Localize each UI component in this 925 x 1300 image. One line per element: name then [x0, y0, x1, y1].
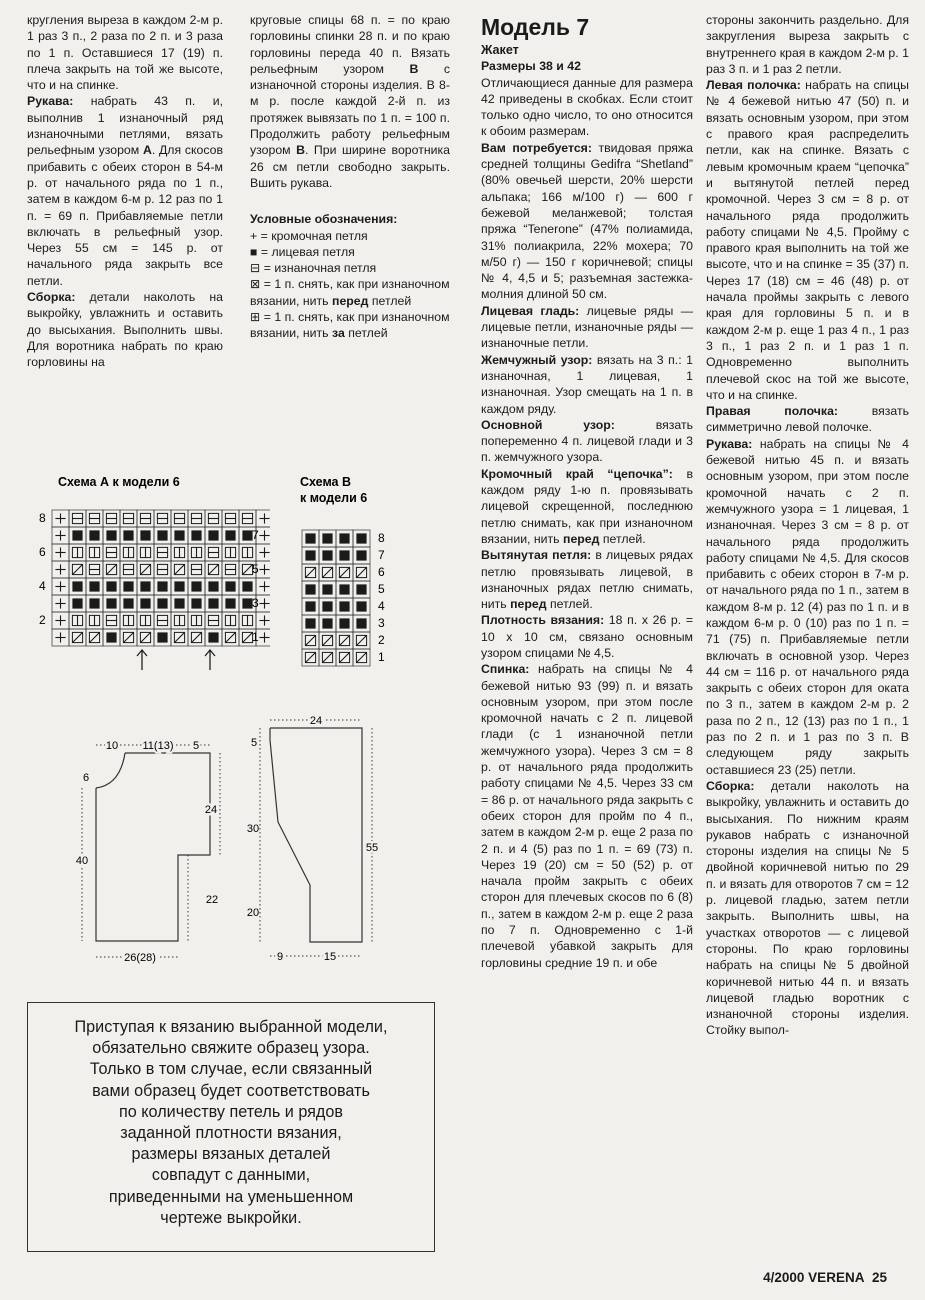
paragraph-pulled-loop [481, 547, 693, 612]
chart-cell [319, 649, 336, 666]
chart-b [290, 470, 410, 680]
pattern-b-ref-1: В [409, 61, 419, 76]
legend-title: Условные обозначения: [250, 212, 398, 227]
chart-cell [154, 510, 171, 527]
chart-cell [103, 561, 120, 578]
chart-cell [171, 629, 188, 646]
text-back: набрать на спицы № 4 бежевой нитью 93 (99) п. и вязать основным узором, при этом после кромочной начать с 2 п. лицевой глади (с 1 изнаночной петли жемчужного узора). Через 3 см = 8 р. от начального ряда продолжить работу спицами № 4,5. Через 33 см = 86 р. от начального ряда закрыть с обеих сторон для пройм по 4 п., затем в каждом 2-м р. еще 2 раза по 2 п. и 4 (5) раз по 1 п. = 69 (73) п. Через 19 (20) см = 50 (52) р. от начала пройм закрыть с обеих сторон для плечевых скосов по 6 (8) п., затем в каждом 2-м р. еще 2 раза по 7 п. Одновременно с 1-й плечевой убавкой закрыть для горловины средние 19 п. и обе [481, 662, 693, 970]
chart-cell [222, 629, 239, 646]
chart-cell [188, 612, 205, 629]
note-line: чертеже выкройки. [160, 1208, 302, 1227]
chart-cell [302, 615, 319, 632]
chart-cell [319, 632, 336, 649]
note-line: совпадут с данными, [151, 1166, 311, 1185]
text-collar-3: . При ширине воротника 26 см петли свободно закрыть. Вшить рукава. [250, 143, 450, 190]
pattern-a-ref: А [142, 143, 152, 158]
label-pulled-loop: Вытянутая петля: [481, 548, 592, 563]
chart-cell [171, 595, 188, 612]
paragraph-sleeves [27, 93, 223, 289]
legend-item-slip-front [250, 276, 450, 309]
chart-cell [120, 629, 137, 646]
dim-label: 20 [246, 907, 260, 919]
dim-label: 24 [309, 715, 323, 727]
chart-cell [86, 544, 103, 561]
chart-a-grid [52, 510, 270, 646]
legend-bold: перед [332, 293, 369, 308]
chart-cell [205, 510, 222, 527]
chart-a-arrows [137, 650, 215, 670]
chart-cell [86, 595, 103, 612]
chart-cell [69, 578, 86, 595]
paragraph-back [481, 661, 693, 971]
chart-cell [188, 561, 205, 578]
gauge-note-box [27, 1002, 435, 1252]
sizes-heading: Размеры 38 и 42 [481, 59, 581, 74]
note-line: вами образец будет соответствовать [92, 1081, 370, 1100]
text-edge-2: петлей. [599, 531, 646, 546]
chart-cell [137, 561, 154, 578]
chart-cell [120, 544, 137, 561]
legend-tail: петлей [344, 326, 388, 341]
chart-cell [171, 561, 188, 578]
dim-label: 5 [192, 740, 200, 752]
legend-item-slip-back [250, 309, 450, 342]
row-number: 2 [378, 633, 385, 647]
chart-cell [239, 544, 256, 561]
chart-cell [205, 544, 222, 561]
row-number: 4 [39, 579, 46, 593]
legend-text: + = кромочная петля [250, 228, 368, 243]
chart-cell [256, 612, 270, 629]
paragraph-gauge [481, 612, 693, 661]
chart-cell [239, 578, 256, 595]
chart-cell [120, 595, 137, 612]
chart-cell [239, 612, 256, 629]
row-number: 7 [252, 528, 259, 542]
legend-text: ■ = лицевая петля [250, 244, 355, 259]
chart-cell [137, 578, 154, 595]
label-edge: Кромочный край “цепочка”: [481, 466, 673, 481]
paragraph-collar [250, 12, 450, 191]
chart-cell [353, 649, 370, 666]
chart-cell [86, 612, 103, 629]
chart-cell [120, 561, 137, 578]
chart-cell [319, 564, 336, 581]
paragraph-sizes: Отличающиеся данные для размера 42 приведены в скобках. Если стоит только одно число, то оно относится к обоим размерам. [481, 75, 693, 139]
pattern-b-ref-2: В [296, 143, 306, 158]
chart-cell [256, 510, 270, 527]
chart-cell [52, 527, 69, 544]
chart-cell [353, 547, 370, 564]
chart-cell [336, 598, 353, 615]
chart-cell [69, 544, 86, 561]
text-pulled-loop-2: петлей. [546, 597, 593, 612]
paragraph-main-pattern [481, 417, 693, 466]
note-line: Только в том случае, если связанный [89, 1060, 373, 1079]
note-line: заданной плотности вязания, [120, 1124, 342, 1143]
row-number: 4 [378, 599, 385, 613]
chart-cell [188, 578, 205, 595]
chart-a [30, 470, 270, 680]
dim-label: 6 [82, 772, 90, 784]
dim-label: 55 [365, 842, 379, 854]
text-column-2 [250, 12, 450, 342]
pattern-sleeve-piece [240, 710, 390, 975]
paragraph-right-front [706, 403, 909, 436]
text-left-front: набрать на спицы № 4 бежевой нитью 47 (50) п. и вязать основным узором, при этом с правого края распределить петли, как на спинке. Вязать с левым кромочным краем “цепочка” и вытянутой петлей перед кромочной. Через 3 см = 8 р. от начального ряда продолжить работу спицами № 4,5. Пройму с правого края выполнить на той же высоте, что и на спинке = 35 (37) п. Через 17 (18) см = 46 (48) р. от начала проймы закрыть с левого края для горловины 5 п. и в каждом 2-м р. еще 1 раз 4 п., 1 раз 3 п., 1 раз 2 п. и 1 раз 1 п. Одновременно выполнить плечевой скос на той же высоте, что и на спинке. [706, 78, 909, 402]
chart-cell [103, 510, 120, 527]
dim-label: 11(13) [142, 740, 174, 752]
dim-label: 40 [75, 855, 89, 867]
chart-b-grid [302, 530, 370, 666]
note-line: Приступая к вязанию выбранной модели, [74, 1018, 388, 1036]
paragraph-stockinette [481, 303, 693, 352]
chart-cell [171, 544, 188, 561]
chart-cell [154, 612, 171, 629]
dim-label: 22 [205, 894, 219, 906]
chart-b-title-1: Схема В [300, 475, 351, 489]
chart-cell [154, 629, 171, 646]
text-column-1 [27, 12, 223, 371]
chart-cell [137, 629, 154, 646]
chart-cell [336, 632, 353, 649]
chart-cell [336, 564, 353, 581]
dim-label: 26(28) [124, 952, 156, 964]
chart-cell [302, 632, 319, 649]
legend-text: ⊟ = изнаночная петля [250, 261, 377, 276]
chart-cell [336, 547, 353, 564]
chart-b-title-2: к модели 6 [300, 491, 368, 505]
chart-cell [137, 510, 154, 527]
row-number: 5 [252, 562, 259, 576]
row-number: 6 [39, 545, 46, 559]
label-gauge: Плотность вязания: [481, 613, 605, 628]
chart-cell [353, 632, 370, 649]
chart-cell [205, 578, 222, 595]
legend-tail: петлей [368, 293, 412, 308]
chart-cell [188, 544, 205, 561]
chart-cell [302, 649, 319, 666]
chart-cell [171, 578, 188, 595]
chart-cell [222, 561, 239, 578]
chart-cell [69, 527, 86, 544]
paragraph-left-front [706, 77, 909, 403]
label-assembly: Сборка: [27, 290, 76, 305]
chart-cell [205, 561, 222, 578]
label-pearl: Жемчужный узор: [481, 352, 593, 367]
model-title: Модель 7 [481, 14, 590, 40]
text-pearl: вязать на 3 п.: 1 изнаночная, 1 лицевая, 1 изнаночная. Узор смещать на 1 п. в каждом ряду. [481, 352, 693, 416]
chart-a-row-numbers-left [39, 511, 46, 627]
chart-cell [69, 561, 86, 578]
legend-item-purl [250, 260, 450, 276]
text-assembly: детали наколоть на выкройку, увлажнить и оставить до высыхания. Выполнить швы. Для воротника набрать по краю горловины на [27, 290, 223, 370]
chart-cell [69, 612, 86, 629]
chart-cell [103, 578, 120, 595]
label-left-front: Левая полочка: [706, 78, 801, 93]
sizes-label [481, 58, 693, 74]
chart-cell [319, 598, 336, 615]
text-column-3 [481, 12, 693, 971]
legend-bold: за [332, 326, 345, 341]
label-sleeves: Рукава: [27, 94, 74, 109]
piece-outline [96, 753, 210, 941]
piece-outline [270, 728, 362, 942]
paragraph-assembly-7 [706, 778, 909, 1039]
chart-cell [137, 612, 154, 629]
chart-cell [336, 530, 353, 547]
chart-cell [103, 595, 120, 612]
label-main-pattern: Основной узор: [481, 417, 615, 432]
chart-cell [154, 595, 171, 612]
chart-cell [222, 595, 239, 612]
chart-cell [302, 581, 319, 598]
chart-cell [103, 612, 120, 629]
chart-cell [103, 544, 120, 561]
chart-cell [52, 578, 69, 595]
label-materials: Вам потребуется: [481, 140, 592, 155]
legend-text: ⊠ = 1 п. снять, как при изнаночном вязании, нить [250, 277, 450, 308]
text-collar-1: круговые спицы 68 п. = по краю горловины спинки 28 п. и по краю горловины переда 40 п. Вязать рельефным узором [250, 13, 450, 76]
dim-label: 10 [105, 740, 119, 752]
row-number: 8 [39, 511, 46, 525]
chart-cell [222, 612, 239, 629]
dim-label: 30 [246, 823, 260, 835]
page-number: 25 [871, 1270, 887, 1285]
text-sleeves-2: . Для скосов прибавить с обеих сторон в 54-м р. от начального ряда по 1 п., затем в каждом 6-м р. 12 раз по 1 п. = 69 п. Прибавляемые петли включать в рельефный узор. Через 55 см = 145 р. от начального ряда закрыть все петли. [27, 143, 223, 288]
chart-cell [86, 629, 103, 646]
label-stockinette: Лицевая гладь: [481, 303, 580, 318]
text-pulled-loop: в лицевых рядах петлю провязывать лицевой, в изнаночных рядах петлю снимать, нить [481, 548, 693, 612]
neckline-curve [96, 753, 125, 788]
chart-cell [188, 595, 205, 612]
pulled-bold: перед [510, 597, 547, 612]
chart-cell [86, 561, 103, 578]
chart-cell [188, 510, 205, 527]
dim-label: 15 [323, 951, 337, 963]
chart-cell [137, 527, 154, 544]
chart-cell [103, 629, 120, 646]
text-materials: твидовая пряжа средней толщины Gedifra “Shetland” (80% овечьей шерсти, 20% шерсти альпака; 166 м/100 г) — 600 г бежевой меланжевой; толстая пряжа “Tenerone” (47% полиамида, 31% полиакрила, 22% мохера; 70 м/50 г) — 150 г коричневой; спицы № 4, 4,5 и 5; разъемная застежка-молния длиной 50 см. [481, 140, 693, 302]
chart-cell [205, 612, 222, 629]
chart-cell [120, 578, 137, 595]
text-sleeves: набрать 43 п. и, выполнив 1 изнаночный ряд изнаночными петлями, вязать рельефным узором [27, 94, 223, 158]
text-column-4 [706, 12, 909, 1039]
note-line: размеры вязаных деталей [131, 1145, 331, 1164]
chart-cell [302, 530, 319, 547]
legend-item-knit [250, 244, 450, 260]
chart-cell [302, 564, 319, 581]
chart-cell [154, 544, 171, 561]
chart-cell [353, 581, 370, 598]
chart-cell [69, 595, 86, 612]
chart-cell [154, 561, 171, 578]
legend-text: ⊞ = 1 п. снять, как при изнаночном вязании, нить [250, 310, 450, 341]
chart-a-row-numbers-right [252, 528, 259, 644]
row-number: 3 [378, 616, 385, 630]
chart-cell [69, 629, 86, 646]
chart-cell [353, 615, 370, 632]
chart-cell [319, 547, 336, 564]
chart-cell [353, 564, 370, 581]
chart-cell [336, 581, 353, 598]
chart-cell [86, 578, 103, 595]
text-sleeves-7: набрать на спицы № 4 бежевой нитью 45 п. и вязать основным узором, при этом после кромочной начать с 2 п. жемчужного узора = 1 лицевая, 1 изнаночная. Через 3 см = 8 р. от начального ряда продолжить работу спицами № 4,5. Для скосов прибавить с обеих сторон в 7-м р. от начального ряда по 1 п., затем в каждом 8-м р. 12 (4) раз по 1 п. и в каждом 6-м р. 0 (10) раз по 1 п. = 71 (75) п. Прибавляемые петли включать в основной узор. Через 44 см = 116 р. от начального ряда закрыть с обеих сторон для оката по 3 п., затем в каждом 2-м р. 2 раза по 2 п., 12 (13) раз по 1 п., 1 раз по 2 п. и 1 раз по 3 п. В следующем ряду закрыть оставшиеся 23 (25) петли. [706, 436, 909, 777]
chart-cell [319, 615, 336, 632]
label-right-front: Правая полочка: [706, 404, 839, 419]
note-line: обязательно свяжите образец узора. [92, 1039, 370, 1058]
text-main-pattern: вязать попеременно 4 п. лицевой глади и 3 п. жемчужного узора. [481, 417, 694, 465]
chart-cell [222, 527, 239, 544]
chart-cell [171, 612, 188, 629]
chart-cell [137, 544, 154, 561]
row-number: 8 [378, 531, 385, 545]
chart-cell [353, 530, 370, 547]
chart-cell [69, 510, 86, 527]
chart-cell [52, 595, 69, 612]
chart-cell [222, 578, 239, 595]
text-gauge: 18 п. x 26 р. = 10 x 10 см, связано основным узором спицами № 4,5. [481, 613, 693, 660]
chart-cell [171, 510, 188, 527]
row-number: 5 [378, 582, 385, 596]
chart-cell [353, 598, 370, 615]
legend [250, 211, 450, 341]
text-stockinette: лицевые ряды — лицевые петли, изнаночные ряды — изнаночные петли. [481, 303, 693, 351]
paragraph-sleeves-7 [706, 436, 909, 778]
text-assembly-7: детали наколоть на выкройку, увлажнить и оставить до высыхания. По нижним краям рукавов набрать с изнаночной стороны изделия на спицы № 5 двойной коричневой нитью по 29 п. и вязать для отворотов 7 см = 12 р. лицевой гладью, затем петли закрыть. Выполнить швы, на участках отворотов — с лицевой стороны. По краю горловины набрать на спицы № 5 двойной коричневой нитью 44 п. и вязать лицевой гладью воротник с изнаночной стороны изделия. Стойку выпол- [706, 778, 909, 1038]
dim-label: 5 [250, 737, 258, 749]
row-number: 7 [378, 548, 385, 562]
chart-a-title: Схема А к модели 6 [58, 475, 180, 489]
chart-cell [52, 544, 69, 561]
chart-b-row-numbers [378, 531, 385, 664]
dim-label: 9 [276, 951, 284, 963]
chart-cell [188, 629, 205, 646]
chart-cell [188, 527, 205, 544]
chart-cell [52, 629, 69, 646]
chart-cell [222, 544, 239, 561]
chart-cell [120, 527, 137, 544]
chart-cell [120, 510, 137, 527]
paragraph-pearl [481, 352, 693, 417]
row-number: 6 [378, 565, 385, 579]
paragraph-edge [481, 466, 693, 547]
label-assembly-7: Сборка: [706, 778, 755, 793]
chart-cell [319, 530, 336, 547]
paragraph-neckline-end: кругления выреза в каждом 2-м р. 1 раз 3 п., 2 раза по 2 п. и 3 раза по 1 п. Оставшиеся 17 (19) п. плеча закрыть на той же высоте, что и на спинке. [27, 13, 223, 93]
chart-cell [171, 527, 188, 544]
pattern-front-piece [70, 735, 240, 975]
chart-cell [222, 510, 239, 527]
chart-cell [205, 629, 222, 646]
chart-cell [120, 612, 137, 629]
paragraph-materials [481, 140, 693, 303]
text-edge: в каждом ряду 1-ю п. провязывать лицевой скрещенной, последнюю петлю снимать, как при изнаночном вязании, нить [481, 466, 693, 546]
paragraph-neck-finish: стороны закончить раздельно. Для закругления выреза закрыть с внутреннего края в каждом 2-м р. 1 раз 3 п. и 1 раз 2 петли. [706, 13, 909, 76]
chart-cell [239, 510, 256, 527]
chart-cell [336, 615, 353, 632]
text-right-front: вязать симметрично левой полочке. [706, 404, 910, 435]
chart-cell [302, 598, 319, 615]
row-number: 2 [39, 613, 46, 627]
note-line: по количеству петель и рядов [119, 1102, 343, 1121]
issue-label: 4/2000 VERENA [763, 1270, 865, 1285]
row-number: 1 [378, 650, 385, 664]
chart-cell [256, 578, 270, 595]
note-line: приведенными на уменьшенном [108, 1187, 354, 1206]
model-subtitle: Жакет [481, 43, 519, 57]
chart-cell [336, 649, 353, 666]
chart-cell [137, 595, 154, 612]
chart-cell [319, 581, 336, 598]
page-footer [763, 1270, 887, 1285]
edge-bold: перед [563, 531, 600, 546]
chart-cell [205, 527, 222, 544]
row-number: 1 [252, 630, 259, 644]
chart-cell [256, 544, 270, 561]
chart-cell [103, 527, 120, 544]
chart-cell [154, 527, 171, 544]
chart-cell [86, 510, 103, 527]
chart-cell [52, 510, 69, 527]
chart-cell [302, 547, 319, 564]
text-collar-2: с изнаночной стороны изделия. В 8-м р. после каждой 2-й п. из протяжек вывязать по 1 п. = 100 п. Продолжить работу рельефным узором [250, 61, 450, 158]
chart-cell [154, 578, 171, 595]
dim-label: 24 [204, 804, 218, 816]
gauge-note-text [28, 1017, 434, 1229]
label-back: Спинка: [481, 662, 530, 677]
paragraph-assembly [27, 289, 223, 370]
chart-cell [52, 612, 69, 629]
legend-item-edge [250, 228, 450, 244]
label-sleeves-7: Рукава: [706, 436, 753, 451]
chart-cell [86, 527, 103, 544]
chart-cell [52, 561, 69, 578]
row-number: 3 [252, 596, 259, 610]
chart-cell [205, 595, 222, 612]
